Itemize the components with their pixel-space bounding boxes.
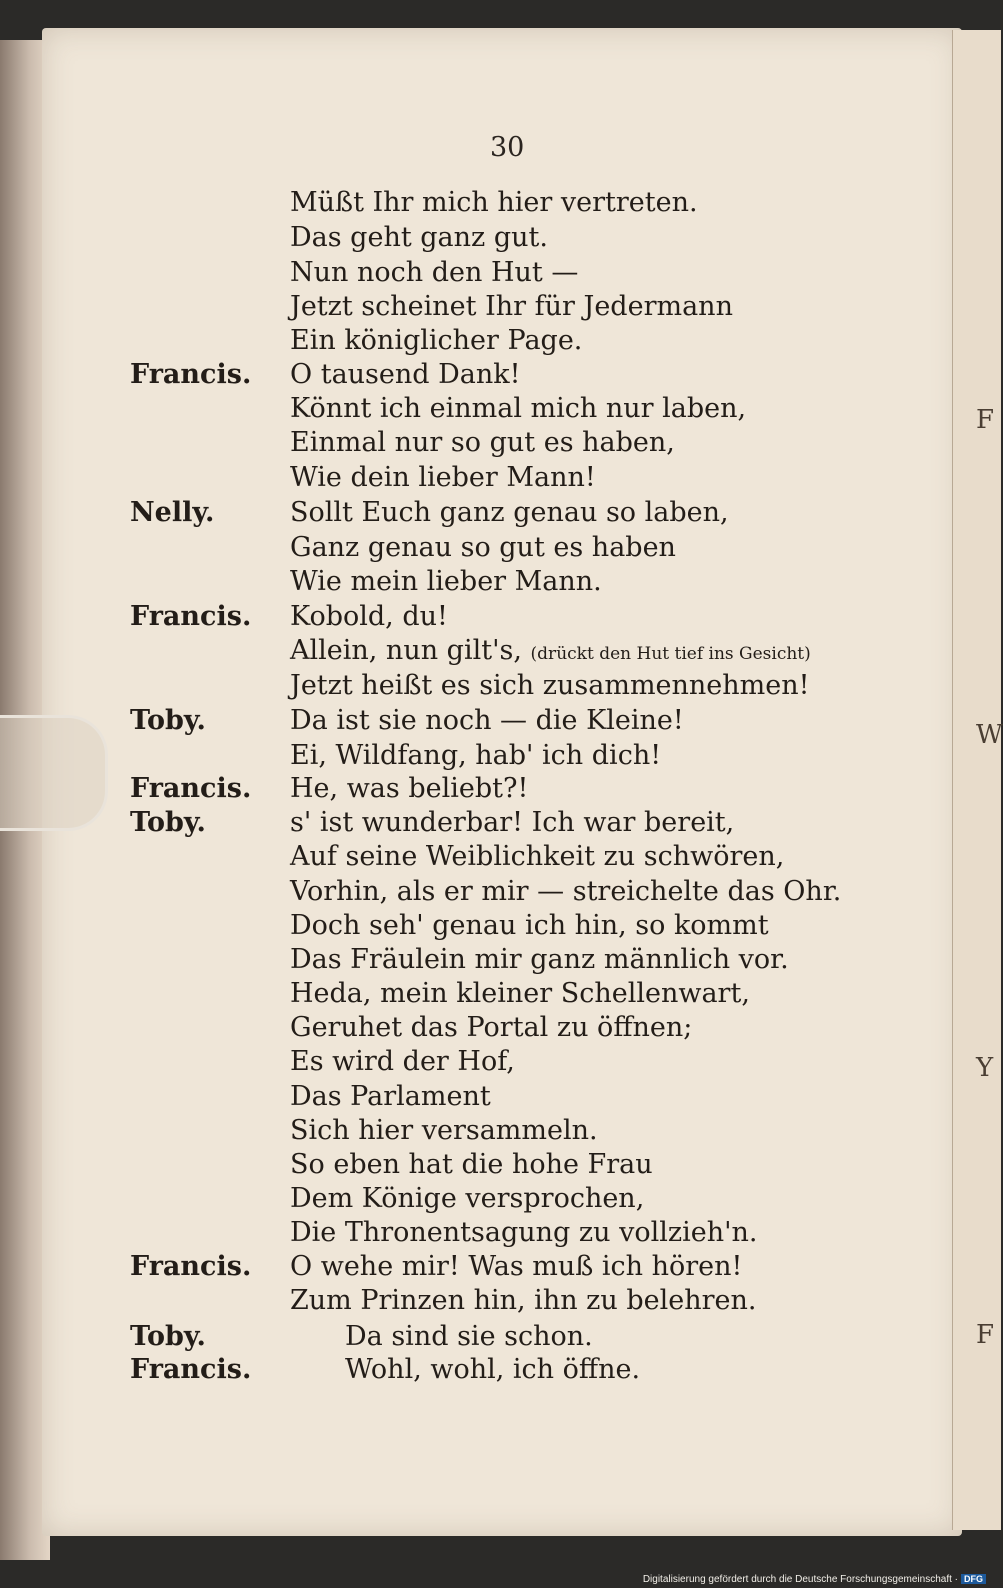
- verse-text: [290, 806, 734, 840]
- verse-words: Doch seh' genau ich hin, so kommt: [290, 910, 769, 941]
- verse-words: O tausend Dank!: [290, 359, 521, 390]
- verse-text: [290, 290, 733, 324]
- verse-words: Auf seine Weiblichkeit zu schwören,: [290, 841, 785, 872]
- verse-line: [0, 943, 1000, 977]
- verse-text: [290, 704, 684, 738]
- next-page-mark: Y: [976, 1053, 994, 1083]
- verse-words: Zum Prinzen hin, ihn zu belehren.: [290, 1285, 757, 1316]
- verse-words: Dem Könige versprochen,: [290, 1183, 645, 1214]
- verse-text: [290, 840, 784, 874]
- verse-line: [0, 1114, 1000, 1148]
- verse-words: Wohl, wohl, ich öffne.: [345, 1354, 641, 1385]
- verse-text: [290, 496, 729, 530]
- verse-words: Die Thronentsagung zu vollzieh'n.: [290, 1217, 758, 1248]
- verse-line: [0, 1182, 1000, 1216]
- verse-words: Das geht ganz gut.: [290, 222, 548, 253]
- verse-words: Allein, nun gilt's,: [290, 635, 522, 666]
- verse-line: [0, 806, 1000, 840]
- verse-text: [290, 772, 528, 806]
- speaker-name: Francis.: [130, 773, 252, 804]
- verse-line: [0, 1011, 1000, 1045]
- verse-words: Heda, mein kleiner Schellenwart,: [290, 978, 750, 1009]
- verse-line: [0, 772, 1000, 806]
- verse-text: [290, 1114, 598, 1148]
- verse-line: [0, 977, 1000, 1011]
- verse-line: [0, 1045, 1000, 1079]
- verse-line: [0, 290, 1000, 324]
- verse-text: [290, 669, 810, 703]
- verse-text: [290, 1045, 515, 1079]
- verse-words: Einmal nur so gut es haben,: [290, 427, 675, 458]
- verse-text: [290, 324, 582, 358]
- stage-direction: (drückt den Hut tief ins Gesicht): [530, 644, 811, 664]
- verse-line: [0, 221, 1000, 255]
- verse-words: So eben hat die hohe Frau: [290, 1149, 653, 1180]
- verse-line: [0, 392, 1000, 426]
- verse-text: [290, 943, 789, 977]
- verse-words: Ein königlicher Page.: [290, 325, 583, 356]
- verse-text: [290, 875, 841, 909]
- next-page-mark: F: [976, 1320, 995, 1350]
- verse-line: [0, 634, 1000, 668]
- page-number: 30: [490, 132, 525, 163]
- verse-line: [0, 669, 1000, 703]
- verse-words: Ei, Wildfang, hab' ich dich!: [290, 740, 662, 771]
- verse-words: Das Parlament: [290, 1081, 491, 1112]
- footer-text: Digitalisierung gefördert durch die Deutsche Forschungsgemeinschaft ·: [642, 1574, 958, 1585]
- verse-words: Wie mein lieber Mann.: [290, 566, 602, 597]
- verse-text: [290, 221, 548, 255]
- speaker-name: Francis.: [130, 1251, 252, 1282]
- verse-words: Da sind sie schon.: [345, 1321, 593, 1352]
- verse-text: [290, 461, 596, 495]
- verse-line: [0, 840, 1000, 874]
- verse-text: [290, 1080, 491, 1114]
- speaker-name: Toby.: [130, 807, 206, 838]
- verse-text: [345, 1353, 640, 1387]
- verse-words: Kobold, du!: [290, 601, 448, 632]
- verse-line: [0, 1250, 1000, 1284]
- verse-line: [0, 600, 1000, 634]
- verse-text: [290, 977, 750, 1011]
- verse-line: [0, 186, 1000, 220]
- speaker-name: Nelly.: [130, 497, 215, 528]
- speaker-name: Francis.: [130, 601, 252, 632]
- verse-text: [290, 565, 602, 599]
- verse-words: Müßt Ihr mich hier vertreten.: [290, 187, 698, 218]
- verse-line: [0, 875, 1000, 909]
- verse-text: [290, 1011, 692, 1045]
- verse-text: [290, 1284, 757, 1318]
- speaker-name: Francis.: [130, 359, 252, 390]
- verse-words: He, was beliebt?!: [290, 773, 529, 804]
- verse-words: Jetzt heißt es sich zusammennehmen!: [290, 670, 810, 701]
- verse-line: [0, 1320, 1000, 1354]
- verse-line: [0, 426, 1000, 460]
- next-page-mark: F: [976, 405, 995, 435]
- speaker-name: Toby.: [130, 1321, 206, 1352]
- verse-line: [0, 461, 1000, 495]
- verse-text: [290, 1148, 653, 1182]
- dfg-logo: DFG: [961, 1574, 986, 1584]
- verse-words: Sollt Euch ganz genau so laben,: [290, 497, 729, 528]
- verse-line: [0, 1080, 1000, 1114]
- verse-line: [0, 565, 1000, 599]
- verse-text: [290, 186, 698, 220]
- verse-line: [0, 909, 1000, 943]
- verse-text: [290, 634, 811, 671]
- verse-line: [0, 256, 1000, 290]
- verse-line: [0, 739, 1000, 773]
- speaker-name: Francis.: [130, 1354, 252, 1385]
- verse-line: [0, 324, 1000, 358]
- verse-words: Jetzt scheinet Ihr für Jedermann: [290, 291, 733, 322]
- verse-text: [290, 1250, 742, 1284]
- verse-text: [290, 256, 578, 290]
- speaker-name: Toby.: [130, 705, 206, 736]
- verse-words: Es wird der Hof,: [290, 1046, 515, 1077]
- verse-line: [0, 704, 1000, 738]
- next-page-mark: W: [976, 720, 1003, 750]
- verse-words: Das Fräulein mir ganz männlich vor.: [290, 944, 789, 975]
- verse-text: [290, 1182, 644, 1216]
- footer-credit: [643, 1574, 986, 1585]
- verse-text: [290, 909, 769, 943]
- verse-words: s' ist wunderbar! Ich war bereit,: [290, 807, 735, 838]
- verse-line: [0, 358, 1000, 392]
- verse-text: [290, 531, 676, 565]
- verse-line: [0, 531, 1000, 565]
- verse-text: [290, 358, 521, 392]
- verse-words: Da ist sie noch — die Kleine!: [290, 705, 684, 736]
- verse-line: [0, 1284, 1000, 1318]
- verse-line: [0, 1216, 1000, 1250]
- verse-words: Ganz genau so gut es haben: [290, 532, 676, 563]
- verse-words: Nun noch den Hut —: [290, 257, 579, 288]
- verse-words: Wie dein lieber Mann!: [290, 462, 596, 493]
- verse-text: [290, 600, 448, 634]
- verse-text: [290, 392, 746, 426]
- verse-words: Sich hier versammeln.: [290, 1115, 598, 1146]
- verse-words: Geruhet das Portal zu öffnen;: [290, 1012, 693, 1043]
- verse-text: [290, 426, 675, 460]
- verse-text: [290, 1216, 758, 1250]
- verse-words: Vorhin, als er mir — streichelte das Ohr.: [290, 876, 842, 907]
- verse-words: Könnt ich einmal mich nur laben,: [290, 393, 747, 424]
- verse-line: [0, 1148, 1000, 1182]
- verse-line: [0, 1353, 1000, 1387]
- verse-words: O wehe mir! Was muß ich hören!: [290, 1251, 743, 1282]
- verse-line: [0, 496, 1000, 530]
- verse-text: [345, 1320, 593, 1354]
- verse-text: [290, 739, 661, 773]
